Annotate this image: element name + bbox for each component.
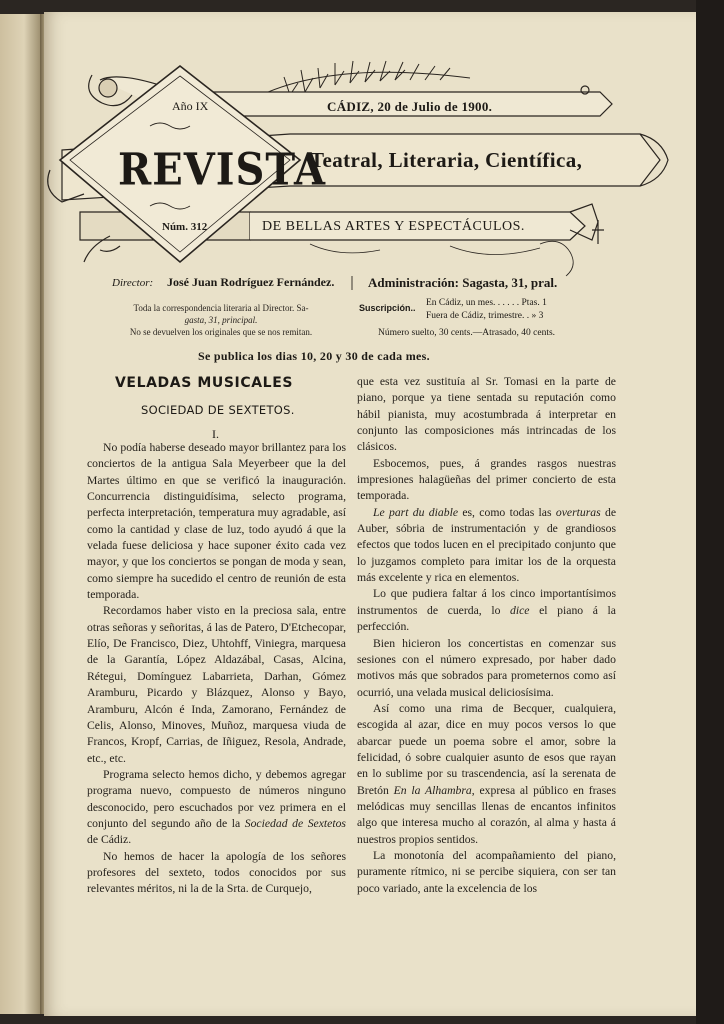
italic-text: Sociedad de Sextetos xyxy=(244,816,346,830)
paragraph-text: Bien hicieron los concertistas en comenzar sus sesiones con el número expresado, por haber dado motivos más que sobrados para prometernos como así ocurrió, una velada musical deliciosísima. xyxy=(357,636,616,699)
paragraph-text: de Auber, sóbria de instrumentación y de grandiosos efectos que todos lucen en el precipitado conjunto que lo juzgamos completo para imitar los de la orquesta más excelente y rica en elementos. xyxy=(357,505,617,585)
issue-date: CÁDIZ, 20 de Julio de 1900. xyxy=(327,99,493,114)
article-paragraph xyxy=(357,505,616,587)
correspondence-line-1: Toda la correspondencia literaria al Director. Sa- xyxy=(133,303,309,313)
article-paragraph xyxy=(357,586,616,635)
article-paragraph xyxy=(87,849,346,898)
paragraph-text: es, como todas las xyxy=(458,505,556,519)
paragraph-text: No podía haberse deseado mayor brillantez para los conciertos de la antigua Sala Meyerbeer que la del Martes último en que se verificó la inauguración. Concurrencia distinguidísima, selecto programa, perfecta interpretación, temperatura muy agradable, así como la cantidad y clase de luz, todo ayudó á que la velada fuese deliciosa y hace suponer éxito cada vez mayor, y que los conciertos se pongan de moda y sean, como siempre ha sucedido el centro de reunión de esta temporada. xyxy=(87,441,346,602)
paragraph-text: que esta vez sustituía al Sr. Tomasi en la parte de piano, porque ya tiene sentada su reputación como hábil pianista, muy acostumbrada á interpretar en conjunto las composiciones más intrincadas de los clásicos. xyxy=(357,375,616,454)
director-name: José Juan Rodríguez Fernández. xyxy=(167,275,335,289)
italic-text: dice xyxy=(510,603,530,617)
paragraph-text: Lo que pudiera faltar á los cinco importantísimos instrumentos de cuerda, lo xyxy=(357,587,616,617)
article-paragraph xyxy=(87,603,346,766)
article-column-right xyxy=(357,374,616,897)
italic-text: En la Alhambra xyxy=(393,783,472,797)
issue-number: Núm. 312 xyxy=(162,221,208,233)
article-paragraph xyxy=(357,456,616,505)
director-label: Director: xyxy=(112,277,154,289)
correspondence-line-2: gasta, 31, principal. xyxy=(184,315,258,325)
paragraph-text: No hemos de hacer la apología de los señores profesores del sexteto, todos conocidos por sus relevantes méritos, ni la de la Srta. de Curquejo, xyxy=(87,849,346,896)
year-label: Año IX xyxy=(172,99,209,113)
article-paragraph xyxy=(357,636,616,701)
paragraph-text: Recordamos haber visto en la preciosa sala, entre otras señoras y señoritas, á las de Patero, D'Etchecopar, Elío, De Francisco, Diez, Uhtohff, Viniegra, marquesa de la Garantía, López Aldazábal, Casas, Alcina, Rétegui, Domínguez Labarrieta, Darhan, Gómez Aramburu, Picardo y Blázquez, Alonso y Bayo, Aramburu, Alcón é Inda, Zamorano, Fernández de Celis, Alonso, Minoves, Muñoz, marquesa viuda de Francos, Kropf, Carrias, de Iñiguez, Resola, Andrade, etc., etc. xyxy=(87,604,346,765)
correspondence-line-3: No se devuelven los originales que se nos remitan. xyxy=(129,327,313,337)
article-subtitle: SOCIEDAD DE SEXTETOS. xyxy=(141,403,295,417)
article-paragraph xyxy=(357,374,616,456)
paragraph-text: Programa selecto hemos dicho, y debemos agregar programa nuevo, compuesto de números ninguno desconocido, pero escuchados por vez primera en el conjunto del segundo año de la xyxy=(87,767,346,830)
paragraph-text: Así como una rima de Becquer, cualquiera, escogida al azar, dice en muy pocos versos lo que abarcar puede un poema sobre el amor, sobre la felicidad, ó sobre cualquier asunto de esos que rayan en lo sublime por su trascendencia, así la serenata de Bretón xyxy=(357,701,616,797)
masthead-ornament xyxy=(0,0,724,290)
paragraph-text: de Cádiz. xyxy=(87,833,132,847)
masthead-tagline: DE BELLAS ARTES Y ESPECTÁCULOS. xyxy=(262,219,525,234)
italic-text: overturas xyxy=(555,505,601,519)
paragraph-text: el piano á la perfección. xyxy=(357,603,616,634)
article-section-number: I. xyxy=(212,427,219,441)
article-column-left xyxy=(87,440,346,898)
italic-text: Le part du diable xyxy=(373,505,459,519)
article-paragraph xyxy=(357,848,616,897)
subscription-cadiz: En Cádiz, un mes. . . . . . Ptas. 1 xyxy=(426,298,547,308)
article-paragraph xyxy=(357,701,616,848)
article-paragraph xyxy=(87,440,346,603)
subscription-outside: Fuera de Cádiz, trimestre. . » 3 xyxy=(426,311,544,321)
paragraph-text: , expresa al público en frases melódicas muy sencillas llenas de encantos infinitos algo que interesa mucho al corazón, al alma y hasta á nuestros propios sentidos. xyxy=(357,783,616,846)
masthead-title: REVISTA xyxy=(118,143,326,196)
paragraph-text: Esbocemos, pues, á grandes rasgos nuestras impresiones halagüeñas del primer concierto de esta temporada. xyxy=(357,456,616,503)
single-issue-price: Número suelto, 30 cents.—Atrasado, 40 cents. xyxy=(378,328,556,338)
administration-address: Administración: Sagasta, 31, pral. xyxy=(368,275,558,290)
publication-schedule: Se publica los dias 10, 20 y 30 de cada mes. xyxy=(198,349,430,363)
subscription-label: Suscripción.. xyxy=(359,303,416,313)
article-title: VELADAS MUSICALES xyxy=(115,375,294,391)
paragraph-text: La monotonía del acompañamiento del piano, puramente rítmico, ni se percibe siquiera, con ser tan poco variado, ante la excelencia de los xyxy=(357,848,616,895)
masthead-subtitle: Teatral, Literaria, Científica, xyxy=(310,148,583,172)
article-paragraph xyxy=(87,767,346,849)
